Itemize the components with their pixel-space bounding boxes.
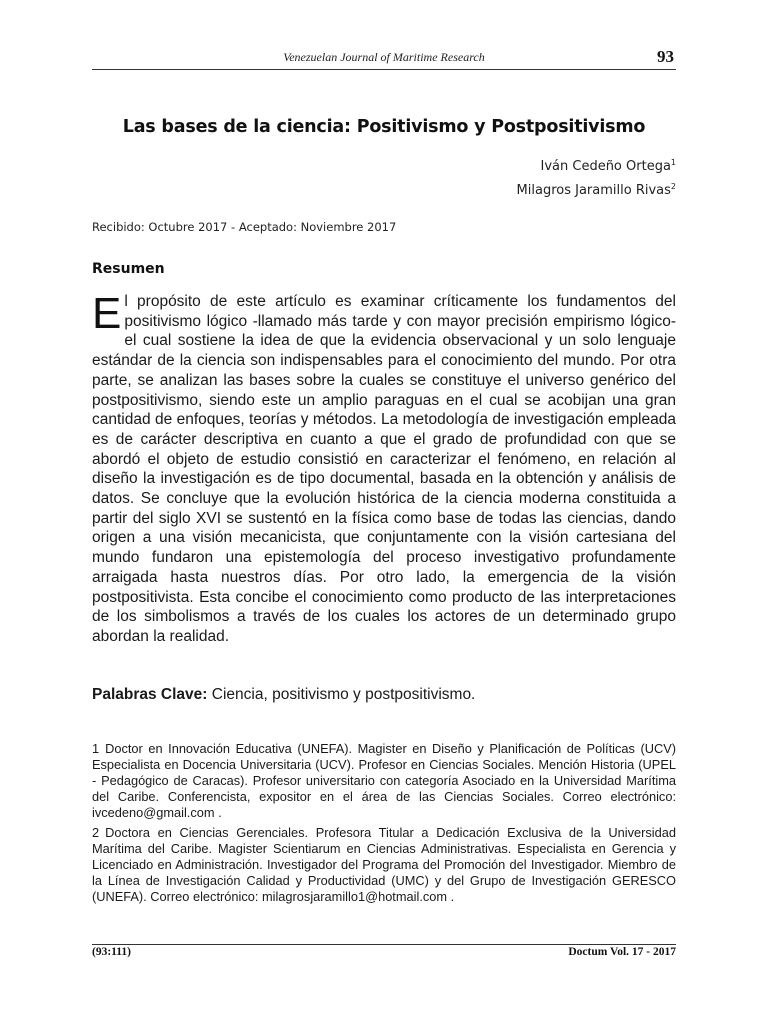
abstract-body — [92, 289, 676, 647]
running-header — [92, 45, 676, 69]
author-name: Iván Cedeño Ortega — [540, 159, 671, 174]
footnote-number: 2 — [92, 825, 100, 840]
keywords — [92, 686, 676, 704]
footnote-number: 1 — [92, 741, 100, 756]
received-accepted-dates: Recibido: Octubre 2017 - Aceptado: Noviembre 2017 — [92, 220, 397, 234]
drop-cap: E — [92, 289, 122, 338]
page-number: 93 — [657, 47, 674, 66]
running-footer — [92, 945, 676, 965]
author-name: Milagros Jaramillo Rivas — [516, 183, 671, 198]
footnote-2 — [92, 825, 676, 905]
journal-name: Venezuelan Journal of Maritime Research — [283, 50, 485, 64]
footnotes — [92, 741, 676, 909]
keywords-label: Palabras Clave: — [92, 686, 208, 703]
author-footnote-marker: 1 — [670, 158, 676, 167]
header-divider — [92, 69, 676, 70]
author-list — [517, 153, 676, 201]
footnote-1 — [92, 741, 676, 821]
author-2 — [517, 177, 676, 201]
keywords-text: Ciencia, positivismo y postpositivismo. — [207, 686, 476, 703]
page-range: (93:111) — [92, 946, 131, 958]
article-title: Las bases de la ciencia: Positivismo y Postpositivismo — [122, 117, 646, 137]
abstract-heading: Resumen — [92, 261, 165, 277]
author-footnote-marker: 2 — [670, 182, 676, 191]
author-1 — [517, 153, 676, 177]
abstract-text: l propósito de este artículo es examinar críticamente los fundamentos del positivismo lógico -llamado más tarde y con mayor precisión empirismo lógico- el cual sostiene la idea de que la evidencia observacional y un solo lenguaje estándar de la ciencia son indispensables para el conocimiento del mundo. Por otra parte, se analizan las bases sobre la cuales se constituye el universo genérico del postpositivismo, siendo este un amplio paraguas en el cual se acobijan una gran cantidad de enfoques, teorías y métodos. La metodología de investigación empleada es de carácter descriptiva en cuanto a que el grado de profundidad con que se abordó el objeto de estudio consistió en caracterizar el fenómeno, en relación al diseño la investigación es de tipo documental, basada en la obtención y análisis de datos. Se concluye que la evolución histórica de la ciencia moderna constituida a partir del siglo XVI se sustentó en la física como base de todas las ciencias, dando origen a una visión mecanicista, que conjuntamente con la visión cartesiana del mundo fundaron una epistemología del proceso investigativo profundamente arraigada hasta nuestros días. Por otro lado, la emergencia de la visión postpositivista. Esta concibe el conocimiento como producto de las interpretaciones de los simbolismos a través de los cuales los actores de un determinado grupo abordan la realidad. — [92, 293, 676, 645]
journal-volume: Doctum Vol. 17 - 2017 — [568, 946, 676, 958]
footnote-text: Doctora en Ciencias Gerenciales. Profesora Titular a Dedicación Exclusiva de la Universidad Marítima del Caribe. Magister Scientiarum en Ciencias Administrativas. Especialista en Gerencia y Licenciado en Administración. Investigador del Programa del Promoción del Investigador. Miembro de la Línea de Investigación Calidad y Productividad (UMC) y del Grupo de Investigación GERESCO (UNEFA). Correo electrónico: milagrosjaramillo1@hotmail.com . — [92, 825, 676, 904]
footnote-text: Doctor en Innovación Educativa (UNEFA). Magister en Diseño y Planificación de Políticas (UCV) Especialista en Docencia Universitaria (UCV). Profesor en Ciencias Sociales. Mención Historia (UPEL - Pedagógico de Caracas). Profesor universitario con categoría Asociado en la Universidad Marítima del Caribe. Conferencista, expositor en el área de las Ciencias Sociales. Correo electrónico: ivcedeno@gmail.com . — [92, 741, 676, 820]
